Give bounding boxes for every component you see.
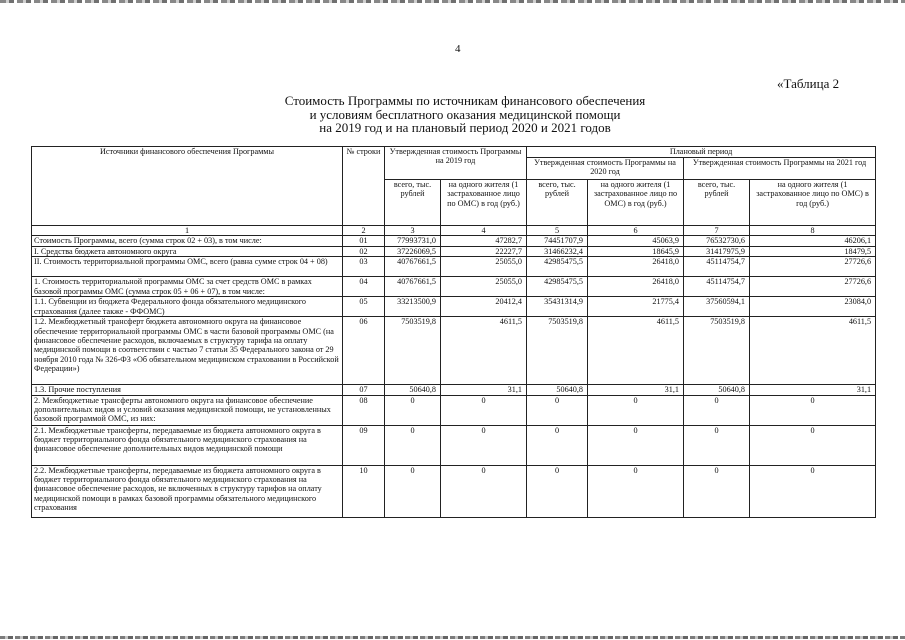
table-row [32,465,876,517]
cell-total-2021: 0 [684,395,750,425]
cell-total-2020: 35431314,9 [527,297,588,317]
header-per-resident-2019: на одного жителя (1 застрахованное лицо по ОМС) в год (руб.) [441,180,527,226]
program-cost-table [31,146,876,518]
cell-total-2020: 42985475,5 [527,277,588,297]
cell-per-resident-2020: 21775,4 [588,297,684,317]
cell-per-resident-2019: 31,1 [441,385,527,395]
column-number: 3 [385,226,441,236]
cell-total-2021: 31417975,9 [684,246,750,256]
cell-per-resident-2020: 18645,9 [588,246,684,256]
cell-per-resident-2019: 20412,4 [441,297,527,317]
header-total-2019: всего, тыс. рублей [385,180,441,226]
cell-total-2019: 0 [385,465,441,517]
cell-total-2020: 7503519,8 [527,317,588,385]
cell-total-2021: 45114754,7 [684,277,750,297]
header-total-2021: всего, тыс. рублей [684,180,750,226]
cell-per-resident-2020: 4611,5 [588,317,684,385]
table-row [32,297,876,317]
row-label: 2.1. Межбюджетные трансферты, передаваемые из бюджета автономного округа в бюджет территориального фонда обязательного медицинского страхования на финансовое обеспечение дополнительных видов медицинской помощи [32,425,343,465]
cell-total-2020: 50640,8 [527,385,588,395]
row-label: I. Средства бюджета автономного округа [32,246,343,256]
cell-per-resident-2020: 26418,0 [588,257,684,277]
cell-per-resident-2020: 26418,0 [588,277,684,297]
cell-per-resident-2019: 0 [441,395,527,425]
row-label: 1. Стоимость территориальной программы ОМС за счет средств ОМС в рамках базовой программы ОМС (сумма строк 05 + 06 + 07), в том числе: [32,277,343,297]
row-label: 1.3. Прочие поступления [32,385,343,395]
column-number: 1 [32,226,343,236]
row-number: 08 [343,395,385,425]
row-label: Стоимость Программы, всего (сумма строк 02 + 03), в том числе: [32,236,343,246]
header-per-resident-2020: на одного жителя (1 застрахованное лицо по ОМС) в год (руб.) [588,180,684,226]
cell-total-2021: 76532730,6 [684,236,750,246]
column-number: 6 [588,226,684,236]
table-row [32,395,876,425]
table-row [32,257,876,277]
header-approved-2020: Утвержденная стоимость Программы на 2020 год [527,158,684,180]
table-row [32,246,876,256]
row-number: 01 [343,236,385,246]
column-number: 7 [684,226,750,236]
cell-total-2019: 77993731,0 [385,236,441,246]
table-reference: «Таблица 2 [777,76,840,91]
scan-edge-top [0,0,905,3]
cell-total-2019: 40767661,5 [385,257,441,277]
cell-total-2020: 0 [527,395,588,425]
cell-per-resident-2020: 0 [588,425,684,465]
row-number: 09 [343,425,385,465]
row-label: II. Стоимость территориальной программы ОМС, всего (равна сумме строк 04 + 08) [32,257,343,277]
row-label: 1.1. Субвенции из бюджета Федерального фонда обязательного медицинского страхования (далее также - ФФОМС) [32,297,343,317]
document-title [200,94,730,135]
header-total-2020: всего, тыс. рублей [527,180,588,226]
table-row [32,385,876,395]
cell-per-resident-2019: 0 [441,425,527,465]
cell-total-2021: 7503519,8 [684,317,750,385]
table-row [32,425,876,465]
cell-total-2020: 0 [527,465,588,517]
cell-total-2019: 0 [385,425,441,465]
cell-total-2020: 42985475,5 [527,257,588,277]
column-number: 2 [343,226,385,236]
cell-total-2021: 45114754,7 [684,257,750,277]
cell-per-resident-2019: 22227,7 [441,246,527,256]
cell-per-resident-2020: 31,1 [588,385,684,395]
header-approved-2019: Утвержденная стоимость Программы на 2019 год [385,147,527,180]
row-number: 05 [343,297,385,317]
cell-per-resident-2021: 0 [750,425,876,465]
cell-total-2019: 33213500,9 [385,297,441,317]
cell-total-2020: 74451707,9 [527,236,588,246]
cell-per-resident-2020: 45063,9 [588,236,684,246]
row-number: 02 [343,246,385,256]
cell-total-2019: 0 [385,395,441,425]
cell-per-resident-2020: 0 [588,395,684,425]
row-label: 2. Межбюджетные трансферты автономного округа на финансовое обеспечение дополнительных видов и условий оказания медицинской помощи, не установленных базовой программой ОМС, из них: [32,395,343,425]
table-row [32,317,876,385]
cell-total-2019: 40767661,5 [385,277,441,297]
cell-per-resident-2019: 25055,0 [441,277,527,297]
title-line: на 2019 год и на плановый период 2020 и 2021 годов [319,120,611,135]
header-row-number: № строки [343,147,385,226]
scan-edge-bottom [0,636,905,639]
title-line: Стоимость Программы по источникам финансового обеспечения [284,93,646,108]
row-number: 06 [343,317,385,385]
column-number-row [32,226,876,236]
row-label: 1.2. Межбюджетный трансферт бюджета автономного округа на финансовое обеспечение территориальной программы ОМС в части базовой программы ОМС (на финансовое обеспечение расходов, включаемых в структуру тарифа на оплату медицинской помощи в соответствии с частью 7 статьи 35 Федерального закона от 29 ноября 2010 года № 326-ФЗ «Об обязательном медицинском страховании в Российской Федерации») [32,317,343,385]
cell-per-resident-2019: 4611,5 [441,317,527,385]
row-number: 03 [343,257,385,277]
cell-per-resident-2021: 0 [750,395,876,425]
header-source: Источники финансового обеспечения Программы [32,147,343,226]
cell-per-resident-2019: 25055,0 [441,257,527,277]
row-label: 2.2. Межбюджетные трансферты, передаваемые из бюджета автономного округа в бюджет территориального фонда обязательного медицинского страхования на финансовое обеспечение расходов, не включенных в структуру тарифов на оплату медицинской помощи в рамках базовой программы обязательного медицинского страхования [32,465,343,517]
cell-total-2021: 0 [684,465,750,517]
row-number: 10 [343,465,385,517]
header-per-resident-2021: на одного жителя (1 застрахованное лицо по ОМС) в год (руб.) [750,180,876,226]
cell-per-resident-2021: 18479,5 [750,246,876,256]
row-number: 07 [343,385,385,395]
page-number: 4 [455,43,461,55]
cell-total-2020: 31466232,4 [527,246,588,256]
title-line: и условиям бесплатного оказания медицинской помощи [309,106,621,122]
cell-per-resident-2019: 0 [441,465,527,517]
cell-per-resident-2021: 0 [750,465,876,517]
header-planned-period: Плановый период [527,147,876,158]
row-number: 04 [343,277,385,297]
cell-total-2020: 0 [527,425,588,465]
cell-per-resident-2021: 27726,6 [750,257,876,277]
cell-per-resident-2021: 23084,0 [750,297,876,317]
cell-per-resident-2021: 4611,5 [750,317,876,385]
cell-per-resident-2021: 27726,6 [750,277,876,297]
column-number: 5 [527,226,588,236]
cell-per-resident-2021: 31,1 [750,385,876,395]
header-approved-2021: Утвержденная стоимость Программы на 2021 год [684,158,876,180]
cell-per-resident-2021: 46206,1 [750,236,876,246]
cell-total-2019: 7503519,8 [385,317,441,385]
cell-total-2019: 50640,8 [385,385,441,395]
cell-per-resident-2020: 0 [588,465,684,517]
cell-total-2021: 0 [684,425,750,465]
column-number: 4 [441,226,527,236]
column-number: 8 [750,226,876,236]
table-row [32,236,876,246]
cell-per-resident-2019: 47282,7 [441,236,527,246]
table-row [32,277,876,297]
cell-total-2021: 50640,8 [684,385,750,395]
cell-total-2021: 37560594,1 [684,297,750,317]
cell-total-2019: 37226069,5 [385,246,441,256]
